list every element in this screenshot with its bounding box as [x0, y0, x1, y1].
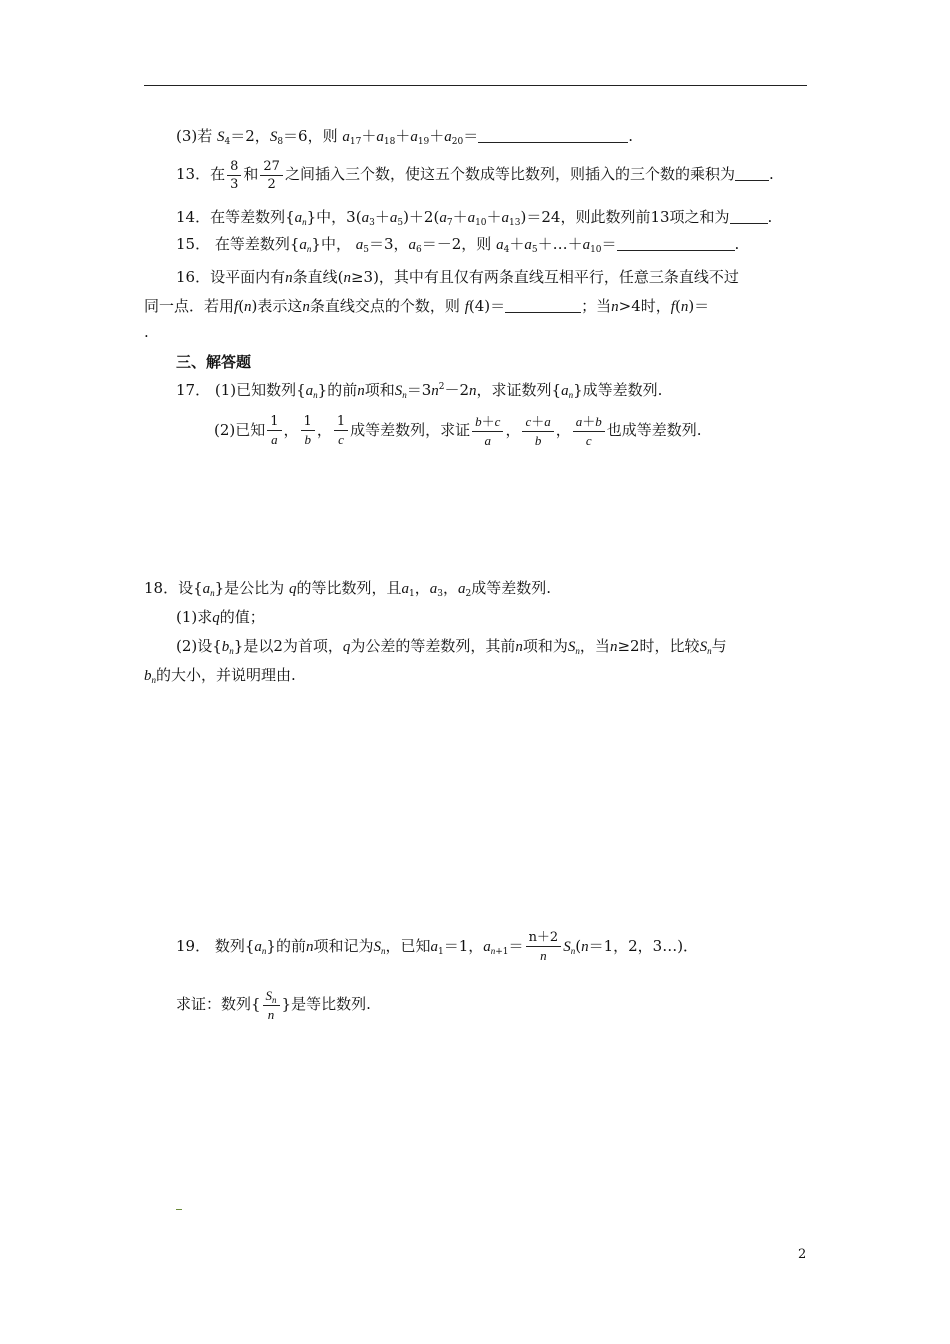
question-12-part-3: (3)若 $S_4=2$，$S_8=6$，则 $a_{17}+a_{18}+a_{19}+a_{20}=$ . [176, 127, 634, 147]
answer-blank [505, 298, 581, 313]
question-18-part-2-cont: $b_n$的大小，并说明理由. [144, 666, 296, 685]
section-heading: 三、解答题 [176, 353, 252, 371]
fraction-27-2: $\frac{27}{2}$ [260, 158, 283, 193]
question-14: 14．在等差数列$\{a_n\}$中，$3(a_3+a_5)+2(a_7+a_{10}+a_{13})=24$，则此数列前13项之和为 . [176, 208, 773, 228]
question-17-part-1: 17． (1)已知数列$\{a_n\}$的前n项和$S_n=3n^2-2n$，求证数列$\{a_n\}$成等差数列. [176, 381, 663, 400]
page-number: 2 [798, 1247, 807, 1262]
question-19-line-2: 求证：数列{ $\frac{S_n}{n}$ }是等比数列. [176, 987, 371, 1022]
decorative-mark [176, 1209, 182, 1210]
question-18-line-1: 18．设$\{a_n\}$是公比为 q的等比数列，且$a_1$，$a_3$，$a_2$成等差数列. [144, 579, 551, 599]
question-18-part-2: (2)设$\{b_n\}$是以2为首项，q为公差的等差数列，其前n项和为$S_n$，当n≥2时，比较$S_n$与 [176, 637, 727, 656]
answer-blank [617, 236, 735, 251]
question-16-line-1: 16．设平面内有n条直线(n≥3)，其中有且仅有两条直线互相平行，任意三条直线不过 [176, 268, 739, 286]
question-16-line-3: . [144, 323, 149, 341]
question-18-part-1: (1)求q的值； [176, 608, 265, 626]
answer-blank [735, 166, 769, 181]
fraction-8-3: $\frac{8}{3}$ [227, 158, 241, 193]
header-rule [144, 85, 807, 86]
question-13: 13．在 $\frac{8}{3}$ 和 $\frac{27}{2}$ 之间插入三个数，使这五个数成等比数列，则插入的三个数的乘积为 . [176, 158, 774, 192]
answer-blank [730, 209, 768, 224]
question-16-line-2: 同一点．若用f(n)表示这n条直线交点的个数，则 f(4)＝ ；当n>4时，f(n)＝ [144, 297, 710, 315]
question-17-part-2: (2)已知 $\frac{1}{a}$ ， $\frac{1}{b}$ ， $\frac{1}{c}$ 成等差数列，求证 $\frac{b+c}{a}$ ， $\frac{c+a}{b}$ ， $\frac{a+b}{c}$ 也成等差数列. [214, 413, 702, 448]
answer-blank [478, 128, 628, 143]
question-19-line-1: 19． 数列$\{a_n\}$的前n项和记为$S_n$，已知$a_1=1$，$a_{n+1}=$ $\frac{n+2}{n}$ $S_n(n=1$，2，3…)． [176, 930, 699, 963]
question-15: 15． 在等差数列$\{a_n\}$中， $a_5=3$，$a_6=-2$，则 $a_4+a_5+\dots+a_{10}=$ . [176, 235, 740, 255]
